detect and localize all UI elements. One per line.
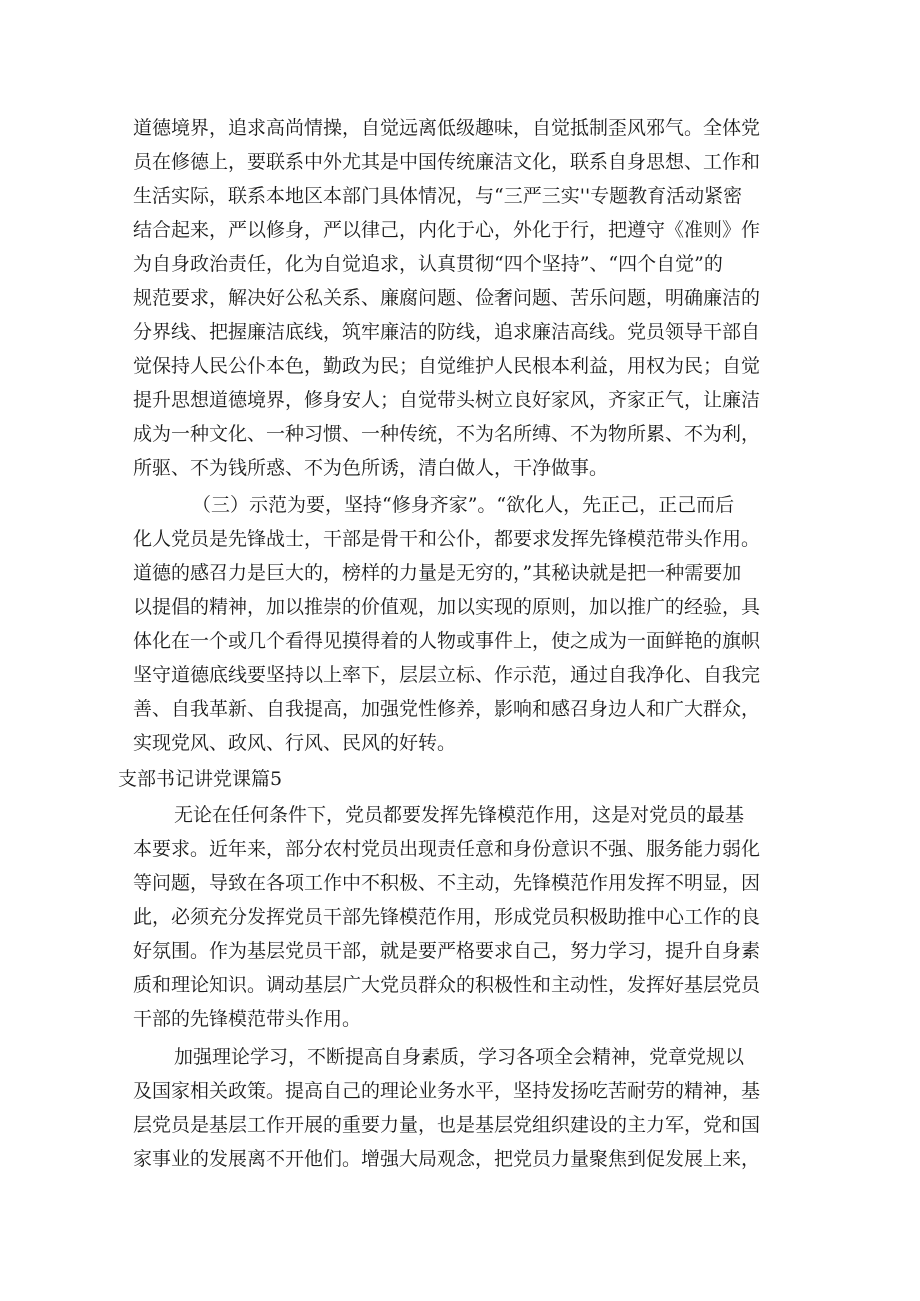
text-line: 成为一种文化、一种习惯、一种传统，不为名所缚、不为物所累、不为利， [133, 423, 761, 445]
text-line: 觉保持人民公仆本色，勤政为民；自觉维护人民根本利益，用权为民；自觉 [133, 355, 761, 377]
text-line: （三）示范为要，坚持“修身齐家”。“欲化人，先正己，正己而后 [192, 494, 735, 516]
text-line: 坚守道德底线要坚持以上率下，层层立标、作示范，通过自我净化、自我完 [133, 664, 761, 686]
text-line: 善、自我革新、自我提高，加强党性修养，影响和感召身边人和广大群众， [133, 698, 761, 720]
text-line: 加强理论学习，不断提高自身素质，学习各项全会精神，党章党规以 [174, 1046, 745, 1068]
text-line: 规范要求，解决好公私关系、廉腐问题、俭奢问题、苦乐问题，明确廉洁的 [133, 287, 761, 309]
text-line: 提升思想道德境界，修身安人；自觉带头树立良好家风，齐家正气，让廉洁 [133, 389, 761, 411]
text-line: 分界线、把握廉洁底线，筑牢廉洁的防线，追求廉洁高线。党员领导干部自 [133, 321, 761, 343]
text-line: 干部的先锋模范带头作用。 [133, 1008, 362, 1030]
text-line: 本要求。近年来，部分农村党员出现责任意和身份意识不强、服务能力弱化 [133, 838, 761, 860]
text-line: 所驱、不为钱所惑、不为色所诱，清白做人，干净做事。 [133, 457, 609, 479]
text-line: 为自身政治责任，化为自觉追求，认真贯彻“四个坚持”、“四个自觉”的 [133, 253, 723, 275]
text-line: 道德境界，追求高尚情操，自觉远离低级趣味，自觉抵制歪风邪气。全体党 [133, 117, 761, 139]
text-line: 体化在一个或几个看得见摸得着的人物或事件上，使之成为一面鲜艳的旗帜 [133, 630, 761, 652]
text-line: 道德的感召力是巨大的，榜样的力量是无穷的，”其秘诀就是把一种需要加 [133, 562, 742, 584]
text-line: 等问题，导致在各项工作中不积极、不主动，先锋模范作用发挥不明显，因 [133, 872, 761, 894]
text-line: 质和理论知识。调动基层广大党员群众的积极性和主动性，发挥好基层党员 [133, 974, 761, 996]
text-line: 生活实际，联系本地区本部门具体情况，与“三严三实''专题教育活动紧密 [133, 185, 743, 207]
text-line: 无论在任何条件下，党员都要发挥先锋模范作用，这是对党员的最基 [174, 804, 745, 826]
text-line: 层党员是基层工作开展的重要力量，也是基层党组织建设的主力军，党和国 [133, 1114, 761, 1136]
text-line: 化人党员是先锋战士，干部是骨干和公仆，都要求发挥先锋模范带头作用。 [133, 528, 761, 550]
text-line: 结合起来，严以修身，严以律己，内化于心，外化于行，把遵守《准则》作 [133, 219, 761, 241]
text-line: 家事业的发展离不开他们。增强大局观念，把党员力量聚焦到促发展上来， [133, 1148, 761, 1170]
text-line: 及国家相关政策。提高自己的理论业务水平，坚持发扬吃苦耐劳的精神，基 [133, 1080, 761, 1102]
text-line: 以提倡的精神，加以推崇的价值观，加以实现的原则，加以推广的经验，具 [133, 596, 761, 618]
text-line: 好氛围。作为基层党员干部，就是要严格要求自己，努力学习，提升自身素 [133, 940, 761, 962]
text-line: 此，必须充分发挥党员干部先锋模范作用，形成党员积极助推中心工作的良 [133, 906, 761, 928]
section-heading: 支部书记讲党课篇5 [118, 768, 283, 790]
text-line: 实现党风、政风、行风、民风的好转。 [133, 732, 457, 754]
text-line: 员在修德上，要联系中外尤其是中国传统廉洁文化，联系自身思想、工作和 [133, 151, 761, 173]
